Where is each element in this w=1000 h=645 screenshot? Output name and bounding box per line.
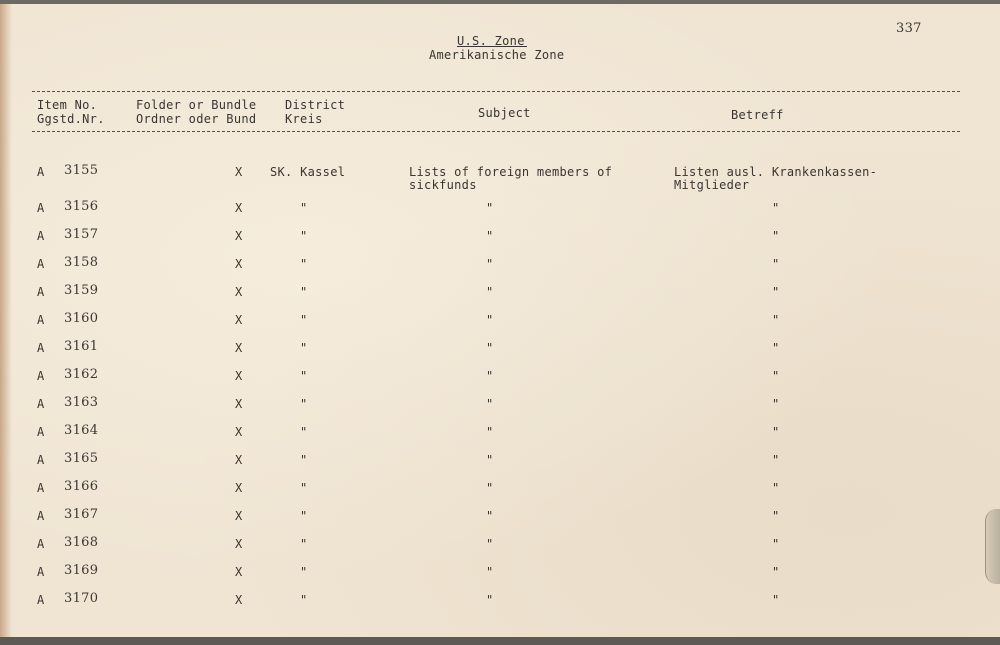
item-number: 3164 xyxy=(64,423,99,438)
item-number: 3162 xyxy=(64,367,99,382)
item-prefix: A xyxy=(37,509,45,523)
district-cell: " xyxy=(300,481,308,495)
district-cell: " xyxy=(300,229,308,243)
subject-cell: Lists of foreign members of xyxy=(409,165,613,179)
betreff-cell: " xyxy=(772,537,780,551)
item-number: 3159 xyxy=(64,283,99,298)
folder-mark: X xyxy=(235,257,243,271)
subject-cell: " xyxy=(486,593,494,607)
subject-cell: " xyxy=(486,201,494,215)
betreff-cell: " xyxy=(772,369,780,383)
folder-mark: X xyxy=(235,565,243,579)
betreff-cell: " xyxy=(772,201,780,215)
item-prefix: A xyxy=(37,453,45,467)
col-header-betreff: Betreff xyxy=(731,108,784,122)
item-number: 3166 xyxy=(64,479,99,494)
betreff-cell: Mitglieder xyxy=(674,178,750,192)
folder-mark: X xyxy=(235,201,243,215)
subject-cell: " xyxy=(486,425,494,439)
item-number: 3157 xyxy=(64,227,99,242)
betreff-cell: " xyxy=(772,565,780,579)
subject-cell: " xyxy=(486,453,494,467)
betreff-cell: " xyxy=(772,285,780,299)
col-header-folder: Folder or Bundle xyxy=(136,98,257,112)
district-cell: " xyxy=(300,397,308,411)
betreff-cell: " xyxy=(772,229,780,243)
item-prefix: A xyxy=(37,537,45,551)
item-prefix: A xyxy=(37,369,45,383)
col-header-kreis: Kreis xyxy=(285,112,323,126)
betreff-cell: " xyxy=(772,313,780,327)
district-cell: " xyxy=(300,201,308,215)
col-header-ordner: Ordner oder Bund xyxy=(136,112,257,126)
item-number: 3168 xyxy=(64,535,99,550)
betreff-cell: " xyxy=(772,257,780,271)
item-number: 3158 xyxy=(64,255,99,270)
district-cell: " xyxy=(300,369,308,383)
subject-cell: " xyxy=(486,565,494,579)
betreff-cell: " xyxy=(772,481,780,495)
subject-cell: " xyxy=(486,537,494,551)
page-curl xyxy=(985,509,1000,584)
item-prefix: A xyxy=(37,481,45,495)
district-cell: " xyxy=(300,593,308,607)
item-number: 3163 xyxy=(64,395,99,410)
folder-mark: X xyxy=(235,313,243,327)
title-underline xyxy=(457,46,527,47)
district-cell: " xyxy=(300,341,308,355)
col-header-subject: Subject xyxy=(478,106,531,120)
subject-cell: " xyxy=(486,285,494,299)
betreff-cell: " xyxy=(772,341,780,355)
item-prefix: A xyxy=(37,229,45,243)
folder-mark: X xyxy=(235,453,243,467)
item-number: 3165 xyxy=(64,451,99,466)
folder-mark: X xyxy=(235,285,243,299)
item-prefix: A xyxy=(37,201,45,215)
folder-mark: X xyxy=(235,397,243,411)
betreff-cell: " xyxy=(772,593,780,607)
item-prefix: A xyxy=(37,313,45,327)
district-cell: " xyxy=(300,313,308,327)
item-prefix: A xyxy=(37,285,45,299)
folder-mark: X xyxy=(235,593,243,607)
item-number: 3155 xyxy=(64,163,99,178)
subject-cell: " xyxy=(486,509,494,523)
item-prefix: A xyxy=(37,257,45,271)
item-number: 3167 xyxy=(64,507,99,522)
betreff-cell: " xyxy=(772,397,780,411)
district-cell: " xyxy=(300,537,308,551)
folder-mark: X xyxy=(235,537,243,551)
col-header-ggstd-nr: Ggstd.Nr. xyxy=(37,112,105,126)
subject-cell: " xyxy=(486,481,494,495)
item-number: 3169 xyxy=(64,563,99,578)
folder-mark: X xyxy=(235,425,243,439)
col-header-district: District xyxy=(285,98,346,112)
folder-mark: X xyxy=(235,369,243,383)
betreff-cell: " xyxy=(772,453,780,467)
district-cell: " xyxy=(300,285,308,299)
header-title: U.S. Zone xyxy=(457,34,525,48)
folder-mark: X xyxy=(235,341,243,355)
scanner-edge xyxy=(0,637,1000,645)
page-edge-shadow xyxy=(0,4,12,637)
district-cell: " xyxy=(300,509,308,523)
item-prefix: A xyxy=(37,165,45,179)
district-cell: SK. Kassel xyxy=(270,165,346,179)
betreff-cell: " xyxy=(772,509,780,523)
header-rule-top xyxy=(32,91,960,92)
header-rule-bottom xyxy=(32,131,960,132)
item-prefix: A xyxy=(37,565,45,579)
subject-cell: " xyxy=(486,229,494,243)
betreff-cell: " xyxy=(772,425,780,439)
subject-cell: " xyxy=(486,369,494,383)
item-number: 3161 xyxy=(64,339,99,354)
district-cell: " xyxy=(300,257,308,271)
betreff-cell: Listen ausl. Krankenkassen- xyxy=(674,165,878,179)
district-cell: " xyxy=(300,453,308,467)
item-number: 3170 xyxy=(64,591,99,606)
district-cell: " xyxy=(300,565,308,579)
item-prefix: A xyxy=(37,397,45,411)
page-number: 337 xyxy=(896,21,922,36)
item-prefix: A xyxy=(37,425,45,439)
subject-cell: " xyxy=(486,341,494,355)
subject-cell: sickfunds xyxy=(409,178,477,192)
header-subtitle: Amerikanische Zone xyxy=(429,48,565,62)
district-cell: " xyxy=(300,425,308,439)
col-header-item-no: Item No. xyxy=(37,98,98,112)
item-number: 3156 xyxy=(64,199,99,214)
folder-mark: X xyxy=(235,481,243,495)
folder-mark: X xyxy=(235,509,243,523)
item-prefix: A xyxy=(37,593,45,607)
subject-cell: " xyxy=(486,397,494,411)
item-number: 3160 xyxy=(64,311,99,326)
item-prefix: A xyxy=(37,341,45,355)
folder-mark: X xyxy=(235,229,243,243)
document-page xyxy=(0,4,1000,637)
folder-mark: X xyxy=(235,165,243,179)
subject-cell: " xyxy=(486,313,494,327)
subject-cell: " xyxy=(486,257,494,271)
